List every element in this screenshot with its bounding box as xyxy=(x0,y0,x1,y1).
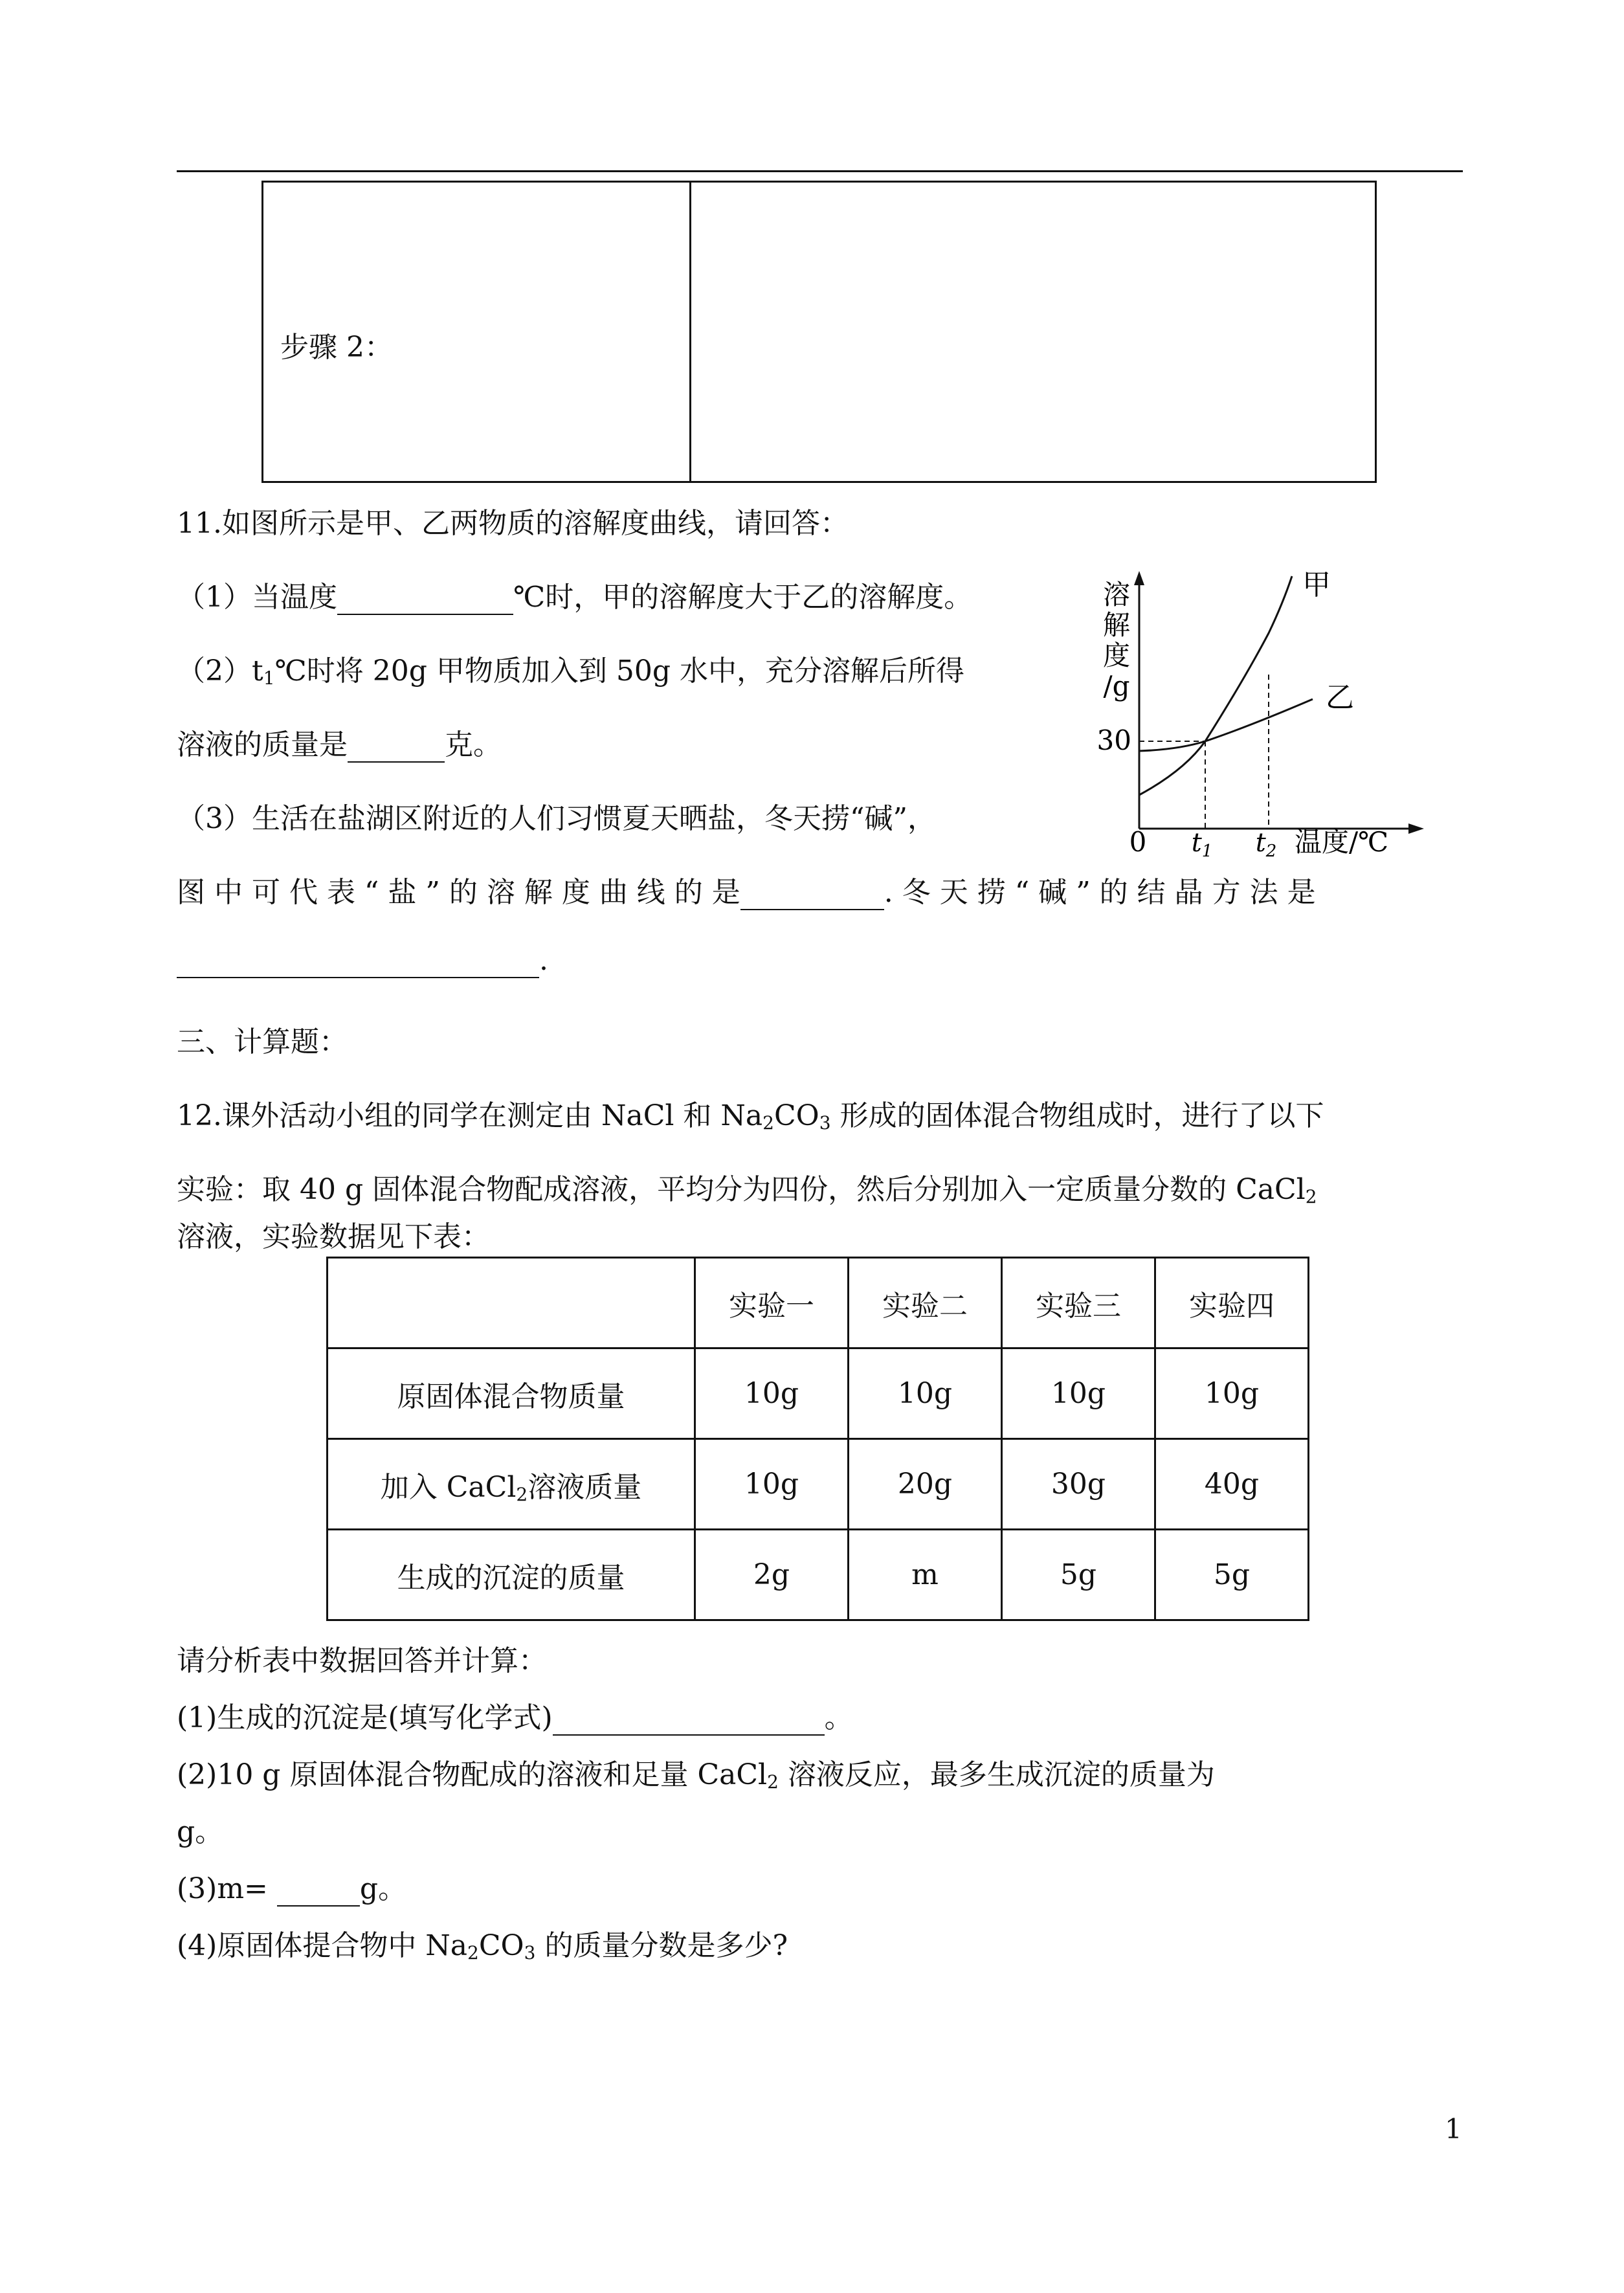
q12-line2-a: 实验：取 40 g 固体混合物配成溶液，平均分为四份，然后分别加入一定质量分数的 CaCl xyxy=(177,1173,1306,1206)
q11-part2-b: ℃时将 20g 甲物质加入到 50g 水中，充分溶解后所得 xyxy=(274,654,964,688)
y-label-1: 溶 xyxy=(1102,579,1131,610)
table-cell: 10g xyxy=(1002,1348,1155,1439)
q12-line1-b: CO xyxy=(773,1099,819,1132)
table-row xyxy=(328,1530,1309,1620)
table-cell: 2g xyxy=(695,1530,849,1620)
q12-q3-b: g。 xyxy=(359,1872,407,1905)
y-label-2: 解 xyxy=(1102,609,1131,641)
q11-part2 xyxy=(177,647,964,689)
y-axis-arrow xyxy=(1134,571,1144,585)
q12-q4-b: CO xyxy=(478,1929,524,1962)
q11-part3-blank1[interactable] xyxy=(740,876,884,910)
q11-part2-a: （2）t xyxy=(177,654,263,688)
series-jia-label: 甲 xyxy=(1302,568,1331,601)
table-cell: 40g xyxy=(1155,1439,1309,1530)
q12-q4-c: 的质量分数是多少? xyxy=(535,1929,788,1962)
table-cell: 10g xyxy=(695,1439,849,1530)
table-header-cell: 实验一 xyxy=(695,1258,849,1348)
q12-line2-sub: 2 xyxy=(1305,1186,1317,1207)
q11-part3-line2 xyxy=(177,869,1463,910)
table-cell: 5g xyxy=(1155,1530,1309,1620)
table-row xyxy=(328,1439,1309,1530)
q11-part2-sub: 1 xyxy=(263,667,275,689)
q12-line1 xyxy=(177,1092,1324,1134)
step-table-divider xyxy=(689,183,691,481)
q11-part3-c: . 冬 天 捞 “ 碱 ” 的 结 晶 方 法 是 xyxy=(884,876,1316,909)
q11-intro: 11.如图所示是甲、乙两物质的溶解度曲线，请回答： xyxy=(177,507,849,540)
q12-q1-a: (1)生成的沉淀是(填写化学式) xyxy=(177,1701,553,1734)
step2-label: 步骤 2： xyxy=(280,331,393,364)
table-cell: 30g xyxy=(1002,1439,1155,1530)
q12-q2-b: 溶液反应，最多生成沉淀的质量为 xyxy=(778,1758,1215,1791)
table-header-cell: 实验四 xyxy=(1155,1258,1309,1348)
y-label-4: /g xyxy=(1103,670,1130,702)
q12-q1-b: 。 xyxy=(824,1701,853,1734)
table-cell: 10g xyxy=(1155,1348,1309,1439)
q12-q3-blank[interactable] xyxy=(277,1872,360,1907)
series-yi-label: 乙 xyxy=(1326,681,1354,714)
origin-label: 0 xyxy=(1129,826,1147,858)
q12-line1-sub1: 2 xyxy=(762,1112,774,1134)
table-header-row xyxy=(328,1258,1309,1348)
q12-q4 xyxy=(177,1922,788,1963)
table-cell: 20g xyxy=(849,1439,1002,1530)
q12-lead: 请分析表中数据回答并计算： xyxy=(177,1644,547,1677)
q11-part2-line2 xyxy=(177,721,502,763)
page-number: 1 xyxy=(1445,2113,1462,2145)
q12-q4-sub1: 2 xyxy=(467,1942,479,1963)
x-tick-t1: $t_1$ xyxy=(1191,828,1213,861)
q11-part3-b: 图 中 可 代 表 “ 盐 ” 的 溶 解 度 曲 线 的 是 xyxy=(177,876,740,909)
table-cell: 5g xyxy=(1002,1530,1155,1620)
q12-q2 xyxy=(177,1751,1215,1793)
x-axis-label: 温度/℃ xyxy=(1295,826,1389,858)
x-axis-arrow xyxy=(1408,823,1424,834)
q11-part1-blank[interactable] xyxy=(337,581,513,615)
row-label-sub: 2 xyxy=(516,1483,528,1505)
q12-line1-a: 12.课外活动小组的同学在测定由 NaCl 和 Na xyxy=(177,1099,763,1132)
q11-part1-b: ℃时，甲的溶解度大于乙的溶解度。 xyxy=(513,581,973,614)
q11-part2-c: 溶液的质量是 xyxy=(177,728,348,761)
y-tick-30: 30 xyxy=(1096,724,1131,756)
table-header-cell: 实验二 xyxy=(849,1258,1002,1348)
q11-part3: （3）生活在盐湖区附近的人们习惯夏天晒盐，冬天捞“碱”， xyxy=(177,802,936,835)
row-label: 生成的沉淀的质量 xyxy=(328,1530,695,1620)
table-cell: 10g xyxy=(695,1348,849,1439)
q12-q4-sub2: 3 xyxy=(524,1942,536,1963)
q11-part3-d: . xyxy=(539,944,548,977)
q12-q2-a: (2)10 g 原固体混合物配成的溶液和足量 CaCl xyxy=(177,1758,768,1791)
solubility-chart xyxy=(1074,557,1437,861)
q12-q3-a: (3)m= xyxy=(177,1872,277,1905)
q12-q1-blank[interactable] xyxy=(553,1701,825,1736)
table-header-cell: 实验三 xyxy=(1002,1258,1155,1348)
row-label: 原固体混合物质量 xyxy=(328,1348,695,1439)
q12-line1-c: 形成的固体混合物组成时，进行了以下 xyxy=(830,1099,1324,1132)
row-label xyxy=(328,1439,695,1530)
q12-line3: 溶液，实验数据见下表： xyxy=(177,1220,490,1253)
experiment-table xyxy=(326,1257,1309,1621)
row-label-b: 溶液质量 xyxy=(528,1470,642,1504)
q11-part1-a: （1）当温度 xyxy=(177,581,337,614)
q11-part1 xyxy=(177,574,972,615)
q12-q1 xyxy=(177,1694,853,1736)
q11-part2-blank[interactable] xyxy=(348,728,445,763)
q12-line2 xyxy=(177,1166,1317,1207)
q12-q2-sub: 2 xyxy=(767,1771,779,1793)
q12-q2-line2: g。 xyxy=(177,1815,224,1848)
step-table-fragment xyxy=(261,181,1377,483)
table-cell: m xyxy=(849,1530,1002,1620)
q11-part3-blank2[interactable] xyxy=(177,944,539,978)
table-cell: 10g xyxy=(849,1348,1002,1439)
section3-title: 三、计算题： xyxy=(177,1025,348,1058)
y-label-3: 度 xyxy=(1102,640,1131,671)
q12-line1-sub2: 3 xyxy=(819,1112,831,1134)
q12-q4-a: (4)原固体提合物中 Na xyxy=(177,1929,468,1962)
q11-part3-line3 xyxy=(177,944,548,978)
table-row xyxy=(328,1348,1309,1439)
row-label-a: 加入 CaCl xyxy=(380,1470,517,1504)
q11-part2-d: 克。 xyxy=(445,728,502,761)
header-rule xyxy=(177,170,1463,172)
q12-q3 xyxy=(177,1865,406,1907)
x-tick-t2: $t_2$ xyxy=(1255,828,1277,861)
table-header-cell xyxy=(328,1258,695,1348)
